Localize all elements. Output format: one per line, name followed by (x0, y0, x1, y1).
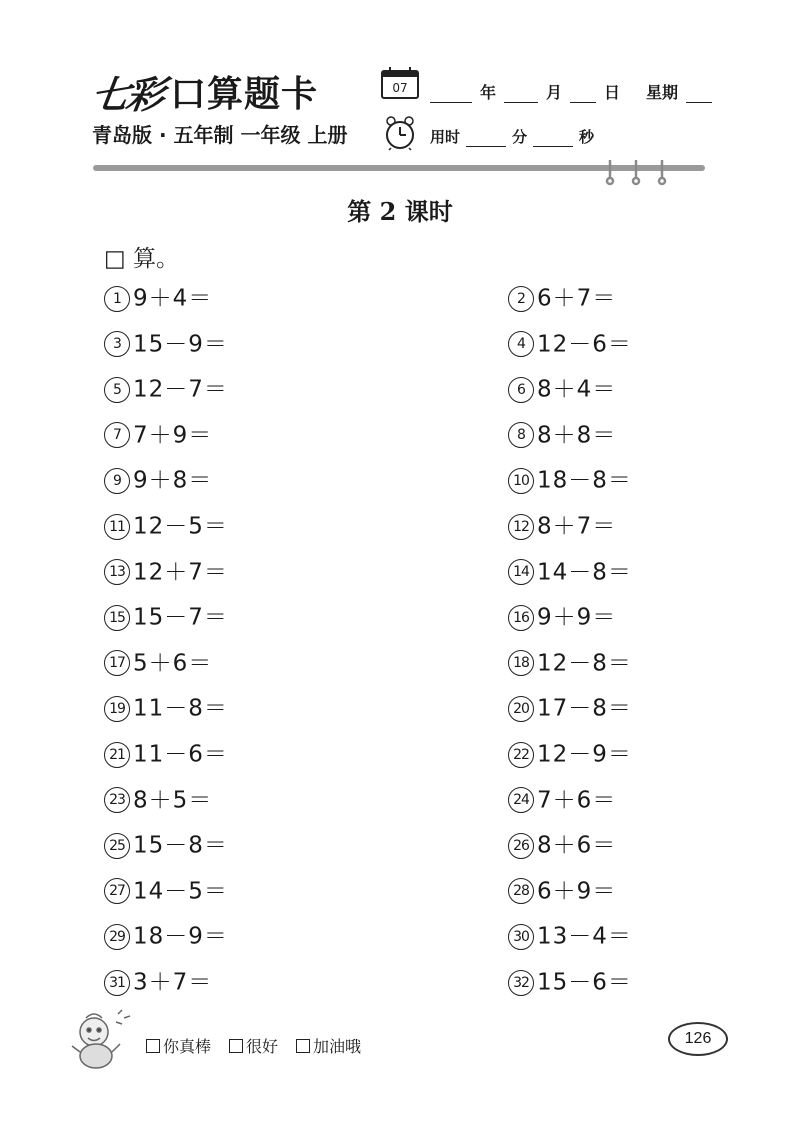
problem-number: 5 (104, 377, 130, 403)
binder-rings-icon (600, 158, 680, 186)
problem-item (508, 643, 632, 683)
problem-number: 19 (104, 696, 130, 722)
problem-expression: 14－5＝ (133, 878, 228, 905)
problem-number: 16 (508, 605, 534, 631)
problem-item (508, 506, 616, 546)
alarm-clock-icon (383, 115, 417, 151)
problem-expression: 15－9＝ (133, 331, 228, 358)
instruction: □ 算。 (104, 246, 180, 272)
problem-expression: 8＋8＝ (537, 422, 617, 449)
problem-expression: 13－4＝ (537, 923, 632, 950)
problem-item (104, 415, 212, 455)
problem-expression: 11－6＝ (133, 741, 228, 768)
problem-expression: 11－8＝ (133, 695, 228, 722)
problem-item (508, 369, 616, 409)
checkbox-icon[interactable] (146, 1039, 160, 1053)
rating-label: 很好 (246, 1037, 279, 1056)
minutes-label: 分 (512, 128, 528, 146)
mascot-illustration (68, 1008, 134, 1072)
problem-expression: 18－8＝ (537, 467, 632, 494)
problem-item (104, 506, 228, 546)
problem-number: 28 (508, 878, 534, 904)
lesson-title: 第 2 课时 (347, 197, 453, 226)
problem-expression: 9＋4＝ (133, 285, 213, 312)
problem-item (104, 460, 212, 500)
problem-number: 18 (508, 650, 534, 676)
problem-expression: 7＋9＝ (133, 422, 213, 449)
problem-number: 8 (508, 422, 534, 448)
edition-label: 青岛版 · 五年制 一年级 上册 (92, 123, 348, 147)
problem-item (104, 916, 228, 956)
year-label: 年 (480, 83, 497, 102)
problem-item (508, 734, 632, 774)
problem-number: 22 (508, 742, 534, 768)
problem-item (104, 324, 228, 364)
problem-expression: 3＋7＝ (133, 969, 213, 996)
rating-label: 你真棒 (163, 1037, 212, 1056)
problem-number: 11 (104, 514, 130, 540)
seconds-label: 秒 (579, 128, 595, 146)
problem-number: 27 (104, 878, 130, 904)
problem-expression: 12－8＝ (537, 650, 632, 677)
problem-number: 9 (104, 468, 130, 494)
day-blank[interactable] (570, 86, 596, 103)
brand-header (88, 66, 319, 117)
problem-number: 26 (508, 833, 534, 859)
weekday-label: 星期 (646, 83, 679, 102)
minutes-blank[interactable] (466, 130, 506, 147)
problem-expression: 15－7＝ (133, 604, 228, 631)
time-used-label: 用时 (430, 128, 461, 146)
problem-grid (104, 278, 664, 998)
problem-number: 24 (508, 787, 534, 813)
problem-number: 31 (104, 970, 130, 996)
problem-expression: 6＋7＝ (537, 285, 617, 312)
self-rating-options (146, 1034, 361, 1057)
problem-expression: 9＋9＝ (537, 604, 617, 631)
problem-item (508, 552, 632, 592)
problem-item (508, 415, 616, 455)
problem-expression: 18－9＝ (133, 923, 228, 950)
problem-item (104, 369, 228, 409)
problem-item (104, 780, 212, 820)
brand-title: 口算题卡 (170, 73, 319, 115)
problem-number: 15 (104, 605, 130, 631)
problem-expression: 8＋6＝ (537, 832, 617, 859)
brand-logo: 七彩 (88, 71, 165, 117)
day-label: 日 (604, 83, 621, 102)
problem-expression: 12－5＝ (133, 513, 228, 540)
seconds-blank[interactable] (533, 130, 573, 147)
problem-item (104, 734, 228, 774)
problem-item (104, 552, 228, 592)
problem-expression: 12－6＝ (537, 331, 632, 358)
problem-expression: 9＋8＝ (133, 467, 213, 494)
problem-expression: 12－7＝ (133, 376, 228, 403)
problem-number: 30 (508, 924, 534, 950)
problem-item (508, 460, 632, 500)
problem-expression: 17－8＝ (537, 695, 632, 722)
month-blank[interactable] (504, 86, 538, 103)
rating-label: 加油哦 (313, 1037, 362, 1056)
time-fields (430, 126, 600, 147)
problem-expression: 6＋9＝ (537, 878, 617, 905)
problem-item (508, 324, 632, 364)
problem-expression: 14－8＝ (537, 559, 632, 586)
problem-expression: 7＋6＝ (537, 787, 617, 814)
problem-number: 12 (508, 514, 534, 540)
page-number: 126 (668, 1022, 728, 1056)
problem-item (104, 825, 228, 865)
problem-number: 2 (508, 286, 534, 312)
problem-item (508, 278, 616, 318)
problem-number: 32 (508, 970, 534, 996)
checkbox-icon[interactable] (229, 1039, 243, 1053)
problem-number: 10 (508, 468, 534, 494)
rating-option-keep-going[interactable] (296, 1034, 361, 1057)
problem-expression: 8＋4＝ (537, 376, 617, 403)
problem-number: 17 (104, 650, 130, 676)
problem-number: 3 (104, 331, 130, 357)
problem-expression: 12＋7＝ (133, 559, 228, 586)
problem-item (508, 688, 632, 728)
problem-item (508, 825, 616, 865)
problem-number: 23 (104, 787, 130, 813)
weekday-blank[interactable] (686, 86, 712, 103)
problem-expression: 15－6＝ (537, 969, 632, 996)
problem-expression: 5＋6＝ (133, 650, 213, 677)
problem-number: 1 (104, 286, 130, 312)
problem-item (508, 780, 616, 820)
month-label: 月 (546, 83, 563, 102)
problem-number: 6 (508, 377, 534, 403)
rating-option-great[interactable] (146, 1034, 211, 1057)
problem-number: 21 (104, 742, 130, 768)
problem-item (104, 962, 212, 1002)
calendar-icon (380, 66, 420, 100)
problem-number: 7 (104, 422, 130, 448)
problem-item (508, 962, 632, 1002)
problem-expression: 8＋7＝ (537, 513, 617, 540)
problem-expression: 15－8＝ (133, 832, 228, 859)
problem-number: 4 (508, 331, 534, 357)
problem-number: 20 (508, 696, 534, 722)
problem-item (104, 597, 228, 637)
problem-item (508, 597, 616, 637)
calendar-day: 07 (392, 81, 408, 95)
problem-expression: 8＋5＝ (133, 787, 213, 814)
problem-expression: 12－9＝ (537, 741, 632, 768)
problem-item (104, 871, 228, 911)
date-fields (430, 80, 712, 103)
rating-option-good[interactable] (229, 1034, 278, 1057)
problem-item (508, 916, 632, 956)
problem-item (508, 871, 616, 911)
problem-number: 25 (104, 833, 130, 859)
problem-number: 14 (508, 559, 534, 585)
problem-item (104, 643, 212, 683)
problem-number: 29 (104, 924, 130, 950)
problem-number: 13 (104, 559, 130, 585)
problem-item (104, 688, 228, 728)
year-blank[interactable] (430, 86, 472, 103)
checkbox-icon[interactable] (296, 1039, 310, 1053)
problem-item (104, 278, 212, 318)
